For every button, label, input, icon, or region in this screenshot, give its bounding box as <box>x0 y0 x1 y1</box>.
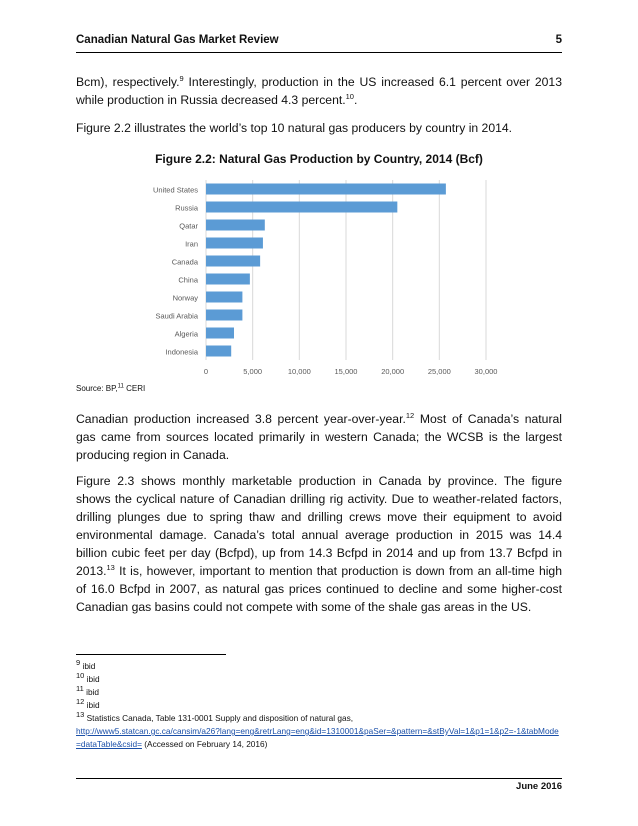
page-footer <box>76 778 562 797</box>
footnote-divider <box>76 654 226 655</box>
footnote-ref-11[interactable]: 11 <box>117 383 124 390</box>
paragraph-3-text-b: Most of Canada’s natural gas came from sources located primarily in western Canada; the WCSB is the largest producing region in Canada. <box>76 412 562 462</box>
bar <box>206 220 265 231</box>
footnote-13-tail: (Accessed on February 14, 2016) <box>141 739 268 749</box>
statcan-link[interactable]: http://www5.statcan.gc.ca/cansim/a26?lang=eng&retrLang=eng&id=1310001&paSer=&pattern=&stByVal=1&p1=1&p2=-1&tabMode=dataTable&csid= <box>76 726 559 749</box>
category-label: Indonesia <box>165 347 198 357</box>
paragraph-3-text-a: Canadian production increased 3.8 percent year-over-year. <box>76 412 406 426</box>
category-label: Qatar <box>179 221 198 231</box>
footnote-11 <box>76 686 562 699</box>
footnote-12 <box>76 699 562 712</box>
x-tick-label: 25,000 <box>427 367 451 376</box>
header-title: Canadian Natural Gas Market Review <box>76 34 279 46</box>
figure-title: Figure 2.2: Natural Gas Production by Country, 2014 (Bcf) <box>155 152 483 166</box>
category-label: Russia <box>175 203 198 213</box>
source-tail: CERI <box>123 384 146 393</box>
footnote-text: ibid <box>83 687 100 697</box>
paragraph-1 <box>76 73 562 109</box>
source-text: Source: BP, <box>76 384 118 393</box>
bar <box>206 328 234 339</box>
footnote-text: ibid <box>80 661 96 671</box>
x-tick-label: 0 <box>203 367 209 376</box>
footnote-9 <box>76 660 562 673</box>
x-tick-label: 10,000 <box>287 367 311 376</box>
footer-date: June 2016 <box>516 781 562 792</box>
x-tick-label: 20,000 <box>381 367 405 376</box>
category-label: China <box>178 275 198 285</box>
footnote-ref-13[interactable]: 13 <box>106 562 115 572</box>
paragraph-4-text-a: Figure 2.3 shows monthly marketable production in Canada by province. The figure shows the cyclical nature of Canadian drilling rig activity. Due to weather-related factors, drilling plunges due to spring thaw and drilling crews move their equipment to avoid environmental damage. Canada’s total annual average production in 2015 was 14.4 billion cubic feet per day (Bcfpd), up from 14.3 Bcfpd in 2014 and up from 13.7 Bcfpd in 2013. <box>76 474 562 578</box>
footnote-ref-9[interactable]: 9 <box>179 73 184 83</box>
category-label: Saudi Arabia <box>155 311 198 321</box>
production-bar-chart <box>76 172 562 382</box>
footnote-ref-12[interactable]: 12 <box>405 410 415 420</box>
bar <box>206 274 250 285</box>
category-label: United States <box>152 185 198 195</box>
footnote-10 <box>76 673 562 686</box>
bar <box>206 202 397 213</box>
category-label: Algeria <box>174 329 198 339</box>
page-number: 5 <box>555 34 562 46</box>
category-label: Canada <box>171 257 198 267</box>
footnote-number: 13 <box>76 710 85 720</box>
figure-source <box>76 384 145 393</box>
footnote-text: Statistics Canada, Table 131-0001 Supply and disposition of natural gas, <box>84 713 354 723</box>
page-header <box>76 34 562 53</box>
category-label: Norway <box>172 293 198 303</box>
paragraph-1-text-b: Interestingly, production in the US increased 6.1 percent over 2013 while production in Russia decreased 4.3 percent. <box>76 75 562 107</box>
footnote-13 <box>76 712 562 751</box>
paragraph-4 <box>76 472 562 616</box>
paragraph-1-text-a: Bcm), respectively. <box>76 75 180 89</box>
footnote-number: 9 <box>76 658 81 668</box>
bar <box>206 346 231 357</box>
category-label: Iran <box>185 239 198 249</box>
x-tick-label: 5,000 <box>243 367 263 376</box>
x-tick-label: 30,000 <box>474 367 498 376</box>
bar <box>206 310 242 321</box>
footnote-number: 12 <box>76 697 85 707</box>
x-tick-label: 15,000 <box>334 367 358 376</box>
bar <box>206 256 260 267</box>
bar <box>206 238 263 249</box>
bar <box>206 292 242 303</box>
footnote-number: 10 <box>76 671 85 681</box>
paragraph-1-text-c: . <box>353 93 358 107</box>
paragraph-4-text-b: It is, however, important to mention that production is down from an all-time high of 16.0 Bcfpd in 2007, as natural gas prices continued to decline and some higher-cost Canadian gas basins could not compete with some of the shale gas areas in the US. <box>76 564 562 614</box>
footnote-number: 11 <box>76 684 84 694</box>
footnote-text: ibid <box>84 700 100 710</box>
footnote-ref-10[interactable]: 10 <box>345 91 354 101</box>
bar <box>206 184 446 195</box>
footnote-text: ibid <box>84 674 100 684</box>
paragraph-3 <box>76 410 562 464</box>
paragraph-2: Figure 2.2 illustrates the world’s top 10 natural gas producers by country in 2014. <box>76 121 513 135</box>
